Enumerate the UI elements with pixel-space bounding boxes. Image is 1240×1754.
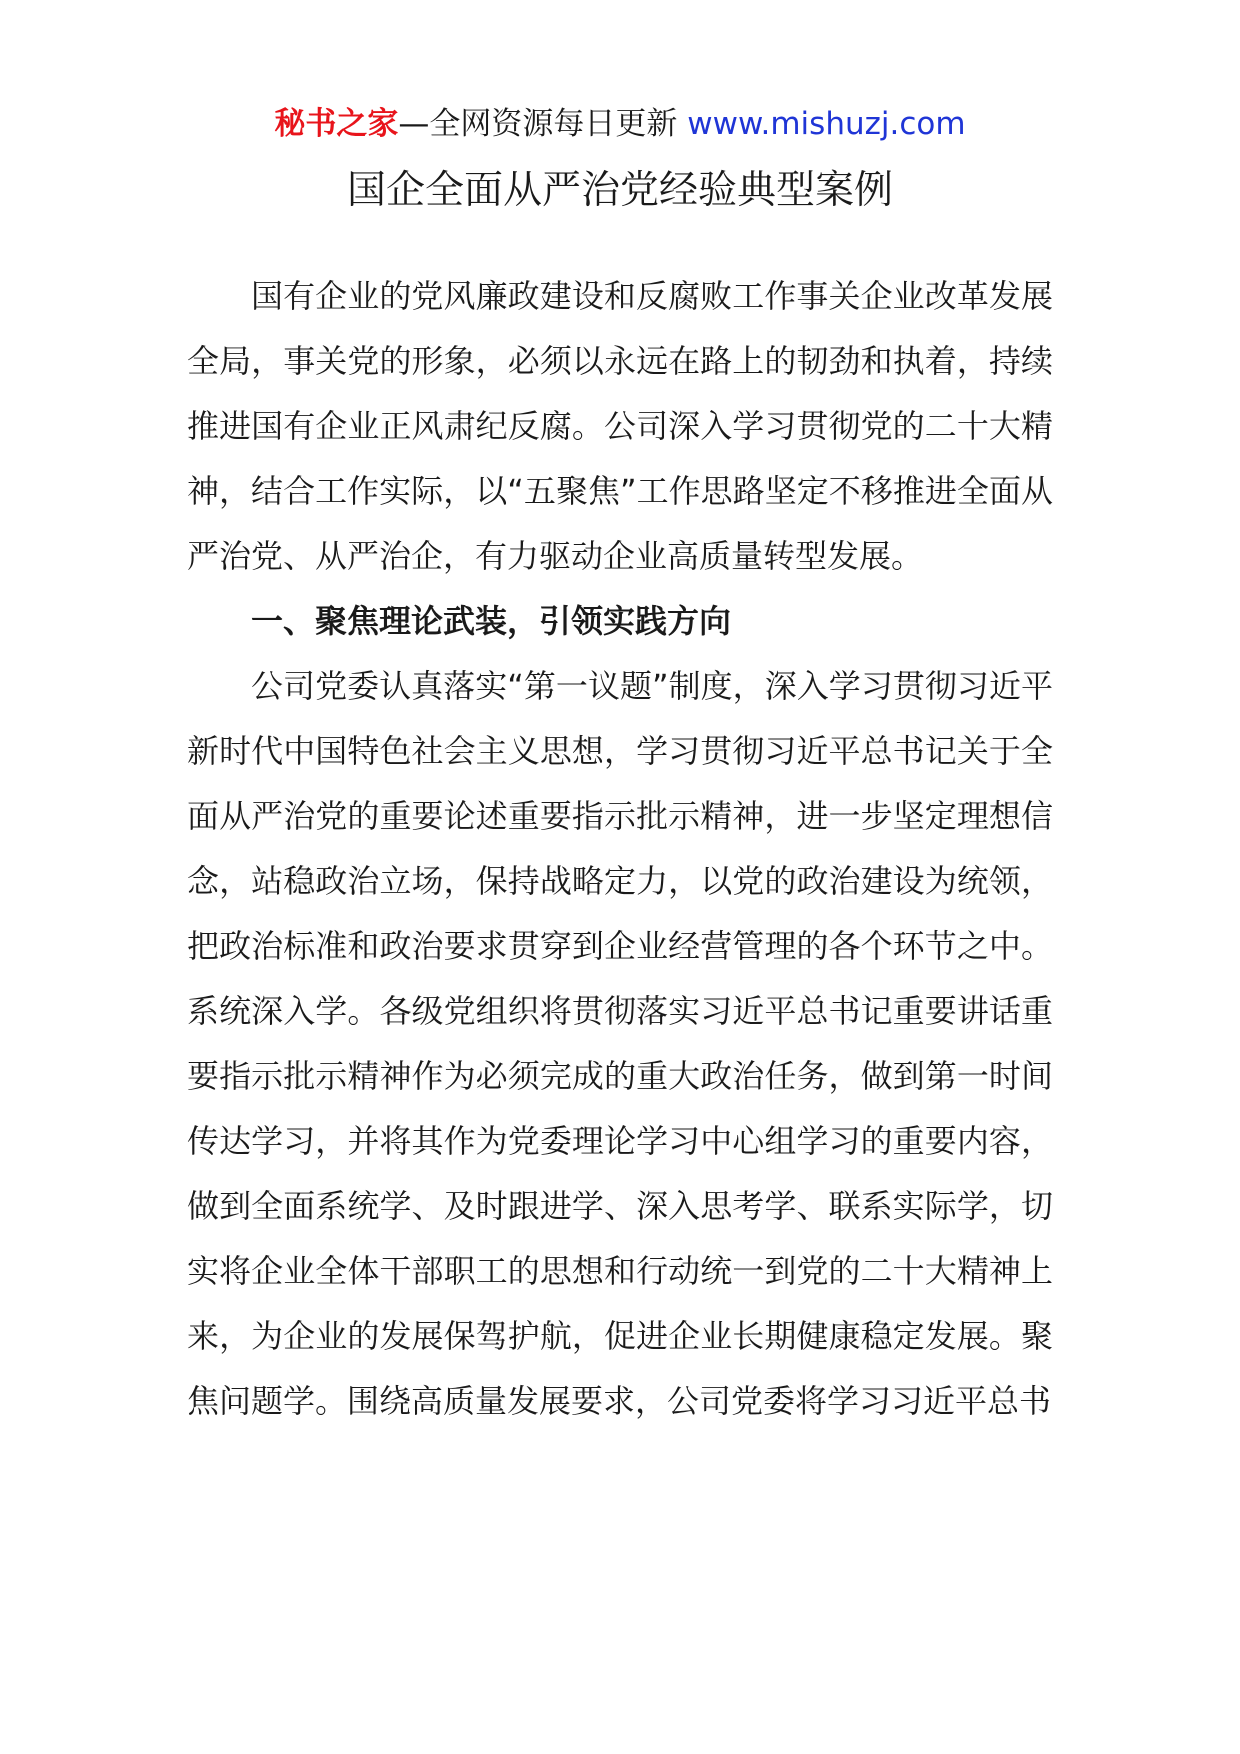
site-url-link[interactable]: www.mishuzj.com: [687, 106, 966, 142]
section-paragraph: 公司党委认真落实“第一议题”制度，深入学习贯彻习近平新时代中国特色社会主义思想，学习贯彻习近平总书记关于全面从严治党的重要论述重要指示批示精神，进一步坚定理想信念，站稳政治立场，保持战略定力，以党的政治建设为统领，把政治标准和政治要求贯穿到企业经营管理的各个环节之中。系统深入学。各级党组织将贯彻落实习近平总书记重要讲话重要指示批示精神作为必须完成的重大政治任务，做到第一时间传达学习，并将其作为党委理论学习中心组学习的重要内容，做到全面系统学、及时跟进学、深入思考学、联系实际学，切实将企业全体干部职工的思想和行动统一到党的二十大精神上来，为企业的发展保驾护航，促进企业长期健康稳定发展。聚焦问题学。围绕高质量发展要求，公司党委将学习习近平总书: [187, 667, 1053, 1420]
brand-name: 秘书之家: [274, 106, 399, 142]
document-title: 国企全面从严治党经验典型案例: [346, 168, 893, 213]
header-tagline: —全网资源每日更新: [398, 106, 688, 142]
document-body: [187, 264, 1053, 1434]
section-heading: 一、聚焦理论武装，引领实践方向: [251, 602, 732, 640]
intro-paragraph: 国有企业的党风廉政建设和反腐败工作事关企业改革发展全局，事关党的形象，必须以永远在路上的韧劲和执着，持续推进国有企业正风肃纪反腐。公司深入学习贯彻党的二十大精神，结合工作实际，以“五聚焦”工作思路坚定不移推进全面从严治党、从严治企，有力驱动企业高质量转型发展。: [187, 277, 1053, 575]
site-header: [0, 100, 1240, 148]
